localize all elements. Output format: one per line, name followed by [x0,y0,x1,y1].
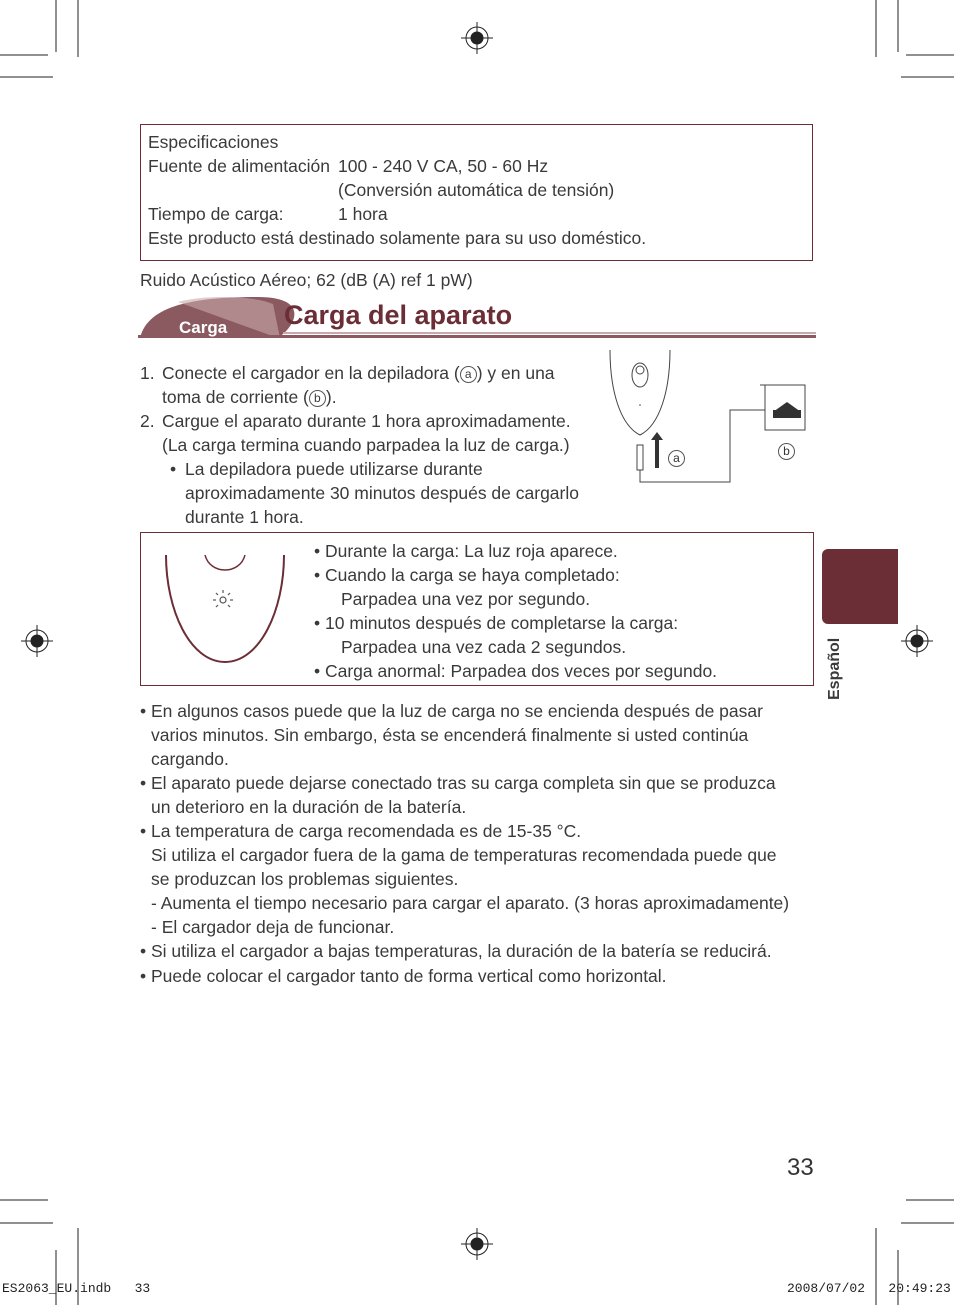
footer-file: ES2063_EU.indb 33 [2,1281,151,1296]
power-value: 100 - 240 V CA, 50 - 60 Hz [338,156,549,176]
page-number: 33 [787,1154,814,1181]
registration-mark-top [461,22,493,54]
step-2-line-5: durante 1 hora. [185,507,304,527]
step-2-number: 2. [140,411,155,431]
specs-heading: Especificaciones [148,132,279,152]
note-line: Si utiliza el cargador fuera de la gama de temperaturas recomendada puede que [151,845,777,865]
note-line: cargando. [151,749,229,769]
step-1-line-2: toma de corriente ( b ). [162,387,337,407]
indicator-line-4: • 10 minutos después de completarse la carga: [314,613,679,633]
noise-note: Ruido Acústico Aéreo; 62 (dB (A) ref 1 pW) [140,270,473,290]
charge-time-label: Tiempo de carga: [148,204,284,224]
power-note: (Conversión automática de tensión) [338,180,615,200]
page-title: Carga del aparato [284,300,513,330]
section-tab: Carga [179,318,228,337]
step-2-line-2: (La carga termina cuando parpadea la luz de carga.) [162,435,570,455]
indicator-line-3: Parpadea una vez por segundo. [341,589,591,609]
charge-time-value: 1 hora [338,204,388,224]
note-line: - Aumenta el tiempo necesario para cargar el aparato. (3 horas aproximadamente) [151,893,790,913]
step-2-line-1: Cargue el aparato durante 1 hora aproximadamente. [162,411,571,431]
figure-label-a: a [668,450,685,467]
registration-mark-bottom [461,1228,493,1260]
note-line: • La temperatura de carga recomendada es de 15-35 °C. [140,821,582,841]
note-line: • Puede colocar el cargador tanto de forma vertical como horizontal. [140,966,667,986]
indicator-line-6: • Carga anormal: Parpadea dos veces por segundo. [314,661,718,681]
note-line: • Si utiliza el cargador a bajas temperaturas, la duración de la batería se reducirá. [140,941,772,961]
language-label: Español [826,637,843,700]
note-line: varios minutos. Sin embargo, ésta se encenderá finalmente si usted continúa [151,725,749,745]
indicator-line-2: • Cuando la carga se haya completado: [314,565,620,585]
figure-label-b: b [778,443,795,460]
step-2-line-4: aproximadamente 30 minutos después de cargarlo [185,483,579,503]
domestic-use-note: Este producto está destinado solamente para su uso doméstico. [148,228,647,248]
indicator-illustration [160,550,290,670]
marker-b: b [309,390,326,407]
registration-mark-right [901,625,933,657]
note-line: - El cargador deja de funcionar. [151,917,395,937]
footer-date: 2008/07/02 20:49:23 [787,1281,951,1296]
step-1-number: 1. [140,363,155,383]
step-2-line-3: La depiladora puede utilizarse durante [185,459,483,479]
step-1-line-1: Conecte el cargador en la depiladora ( a ) y en una [162,363,555,383]
step-2-bullet: • [170,459,177,479]
note-line: un deterioro en la duración de la batería. [151,797,467,817]
note-line: se produzcan los problemas siguientes. [151,869,459,889]
indicator-line-1: • Durante la carga: La luz roja aparece. [314,541,618,561]
indicator-line-5: Parpadea una vez cada 2 segundos. [341,637,627,657]
language-tab [822,549,898,624]
power-label: Fuente de alimentación [148,156,330,176]
registration-mark-left [21,625,53,657]
note-line: • En algunos casos puede que la luz de carga no se encienda después de pasar [140,701,763,721]
charging-illustration [605,350,815,490]
marker-a: a [460,366,477,383]
light-blink-icon [213,590,233,607]
note-line: • El aparato puede dejarse conectado tras su carga completa sin que se produzca [140,773,776,793]
